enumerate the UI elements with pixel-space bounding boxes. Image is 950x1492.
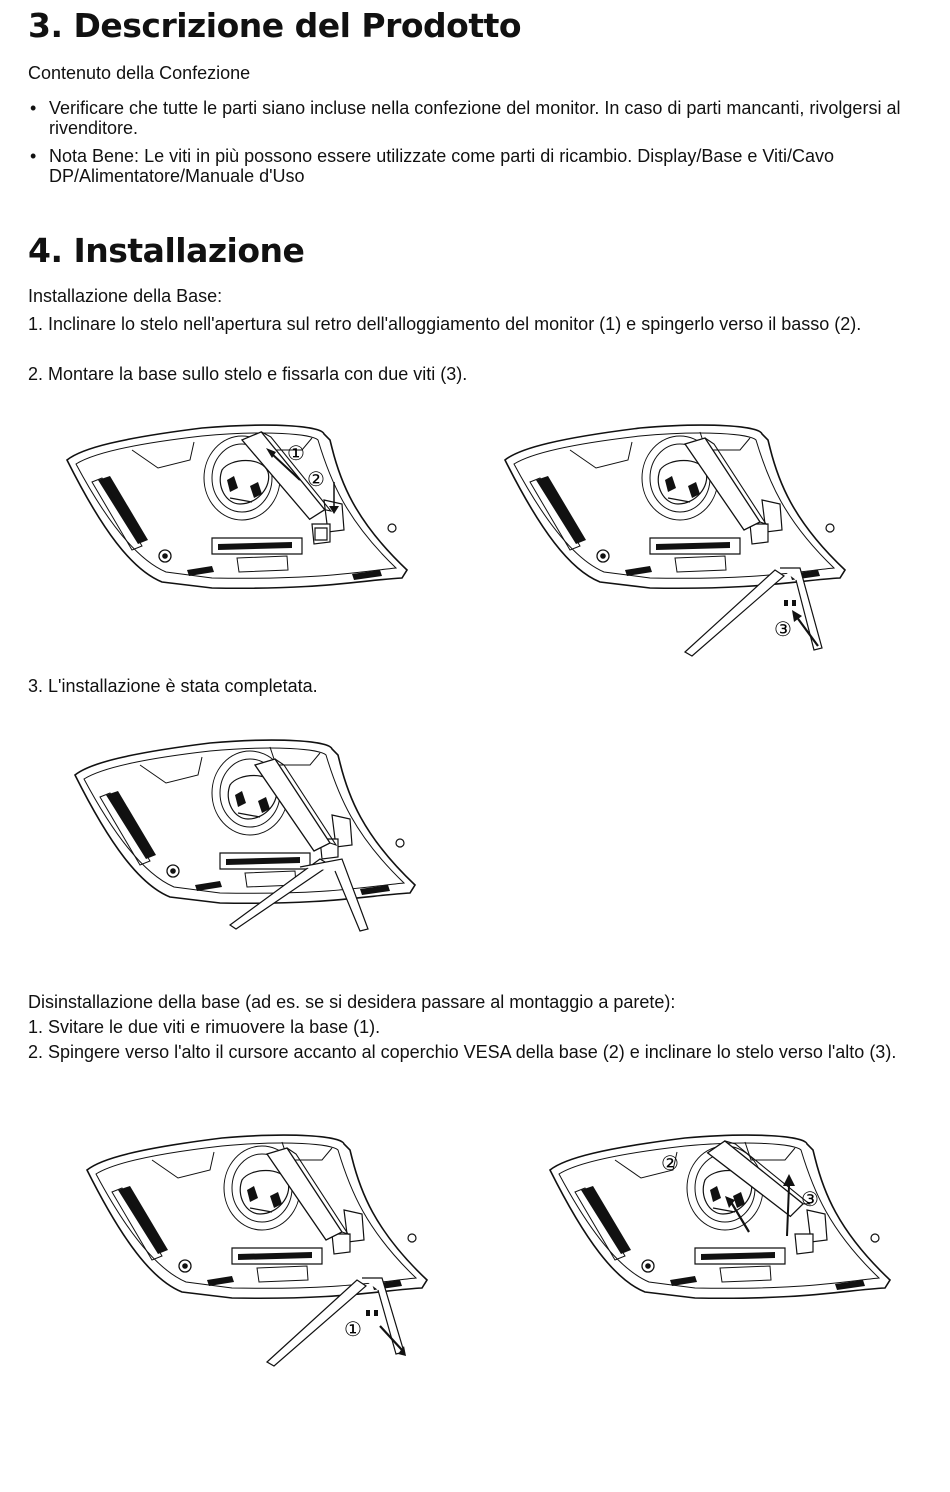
figure-base-removal <box>82 1130 432 1370</box>
bullet-item <box>28 98 940 138</box>
section-3-title: 3. Descrizione del Prodotto <box>28 6 522 45</box>
install-base-heading: Installazione della Base: <box>28 286 223 306</box>
uninstall-step-1: 1. Svitare le due viti e rimuovere la base (1). <box>28 1017 381 1037</box>
uninstall-step-2: 2. Spingere verso l'alto il cursore accanto al coperchio VESA della base (2) e inclinare lo stelo verso l'alto (3). <box>28 1042 897 1062</box>
uninstall-base-heading: Disinstallazione della base (ad es. se si desidera passare al montaggio a parete): <box>28 992 676 1012</box>
bullet-dot-icon: • <box>30 98 37 118</box>
section-4-title: 4. Installazione <box>28 231 305 270</box>
figure-base-mount <box>500 420 850 660</box>
figure-installation-complete <box>70 735 420 945</box>
install-step-3: 3. L'installazione è stata completata. <box>28 676 318 696</box>
bullet-item <box>28 146 940 186</box>
bullet-text: Nota Bene: Le viti in più possono essere utilizzate come parti di ricambio. Display/Base e Viti/Cavo DP/Alimentatore/Manuale d'Uso <box>49 146 835 186</box>
marker-2-label: ② <box>661 1151 679 1175</box>
marker-1-label: ① <box>344 1317 362 1341</box>
bullet-text: Verificare che tutte le parti siano incluse nella confezione del monitor. In caso di parti mancanti, rivolgersi al rivenditore. <box>49 98 901 138</box>
package-contents-heading: Contenuto della Confezione <box>28 63 251 83</box>
marker-3-label: ③ <box>774 617 792 641</box>
package-contents-list <box>28 98 940 194</box>
figure-stem-release <box>545 1130 895 1310</box>
figure-stem-insert <box>62 420 412 605</box>
install-step-1: 1. Inclinare lo stelo nell'apertura sul retro dell'alloggiamento del monitor (1) e spingerlo verso il basso (2). <box>28 314 862 334</box>
marker-2-label: ② <box>307 467 325 491</box>
install-step-2: 2. Montare la base sullo stelo e fissarla con due viti (3). <box>28 364 468 384</box>
marker-1-label: ① <box>287 441 305 465</box>
bullet-dot-icon: • <box>30 146 37 166</box>
marker-3-label: ③ <box>801 1187 819 1211</box>
